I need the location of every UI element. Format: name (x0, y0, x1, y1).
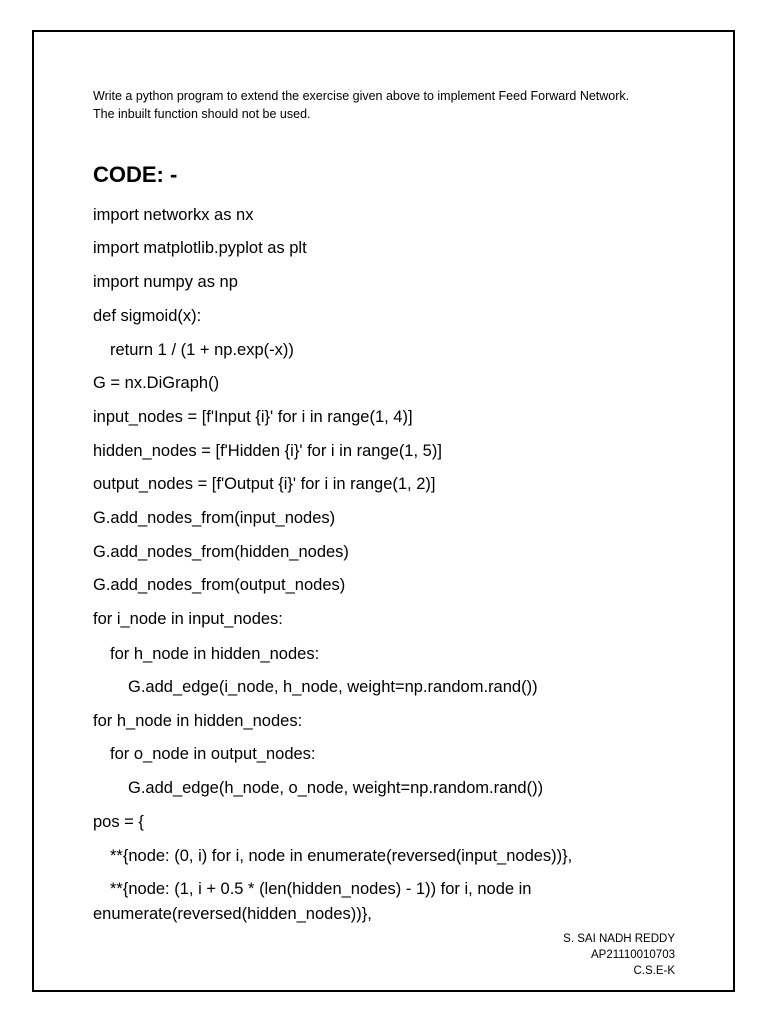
code-line: G.add_edge(i_node, h_node, weight=np.random.rand()) (128, 678, 538, 696)
code-line: import matplotlib.pyplot as plt (93, 239, 307, 257)
code-line: G.add_nodes_from(output_nodes) (93, 576, 346, 594)
author-signature (563, 931, 675, 979)
author-id: AP21110010703 (591, 949, 675, 961)
code-line: input_nodes = [f'Input {i}' for i in range(1, 4)] (93, 408, 413, 426)
code-line: hidden_nodes = [f'Hidden {i}' for i in range(1, 5)] (93, 442, 442, 460)
question-text (93, 87, 693, 123)
code-line: **{node: (0, i) for i, node in enumerate(reversed(input_nodes))}, (110, 847, 573, 865)
code-line: G.add_nodes_from(hidden_nodes) (93, 543, 349, 561)
code-line: for h_node in hidden_nodes: (93, 712, 303, 730)
code-line: enumerate(reversed(hidden_nodes))}, (93, 905, 372, 923)
code-line: G.add_edge(h_node, o_node, weight=np.random.rand()) (128, 779, 544, 797)
author-name: S. SAI NADH REDDY (563, 933, 675, 945)
code-line: G.add_nodes_from(input_nodes) (93, 509, 336, 527)
code-line: import networkx as nx (93, 206, 254, 224)
code-line: output_nodes = [f'Output {i}' for i in range(1, 2)] (93, 475, 436, 493)
code-line: def sigmoid(x): (93, 307, 202, 325)
code-line: for h_node in hidden_nodes: (110, 645, 320, 663)
code-line: G = nx.DiGraph() (93, 374, 220, 392)
question-line-2: The inbuilt function should not be used. (93, 107, 311, 121)
author-section: C.S.E-K (633, 965, 675, 977)
code-line: **{node: (1, i + 0.5 * (len(hidden_nodes) - 1)) for i, node in (110, 880, 532, 898)
code-heading: CODE: - (93, 162, 178, 187)
question-line-1: Write a python program to extend the exercise given above to implement Feed Forward Network. (93, 89, 630, 103)
code-line: return 1 / (1 + np.exp(-x)) (110, 341, 294, 359)
code-line: for i_node in input_nodes: (93, 610, 283, 628)
code-line: import numpy as np (93, 273, 238, 291)
code-line: for o_node in output_nodes: (110, 745, 316, 763)
code-line: pos = { (93, 813, 144, 831)
